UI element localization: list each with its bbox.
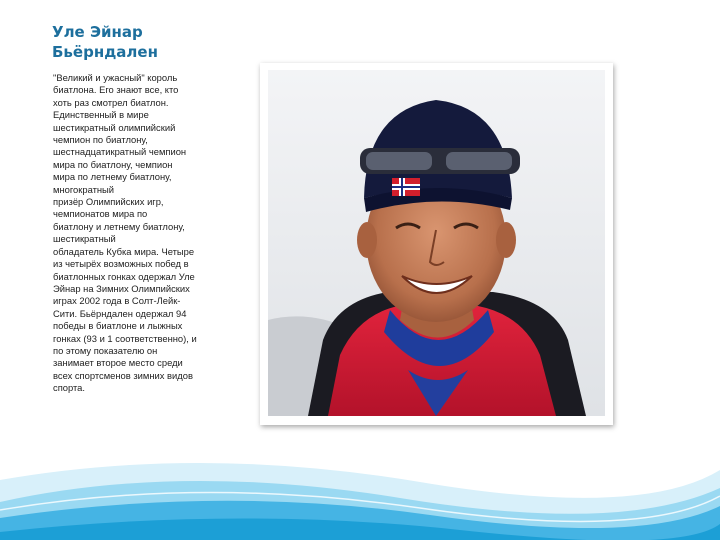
text-line: спорта.: [53, 382, 85, 394]
text-line: обладатель Кубка мира. Четыре: [53, 245, 195, 257]
text-line: Сити. Бьёрндален одержал 94: [53, 307, 187, 319]
text-line: хоть раз смотрел биатлон.: [53, 96, 169, 108]
text-line: биатлона. Его знают все, кто: [53, 84, 179, 96]
biography-text: [53, 72, 228, 395]
text-line: шестнадцатикратный чемпион: [53, 146, 187, 158]
text-line: гонках (93 и 1 соответственно), и: [53, 332, 197, 344]
text-line: биатлону и летнему биатлону,: [53, 220, 185, 232]
text-line: из четырёх возможных побед в: [53, 258, 189, 270]
text-line: призёр Олимпийских игр,: [53, 196, 164, 208]
text-line: биатлонных гонках одержал Уле: [53, 270, 195, 282]
photo-ear-left: [357, 222, 377, 258]
text-line: мира по биатлону, чемпион: [53, 158, 173, 170]
title-line-2: Бьёрндален: [52, 43, 158, 61]
portrait-photo: [268, 70, 605, 416]
text-line: Единственный в мире: [53, 109, 149, 121]
text-line: "Великий и ужасный" король: [53, 72, 178, 83]
text-line: по этому показателю он: [53, 344, 158, 356]
photo-ear-right: [496, 222, 516, 258]
text-line: победы в биатлоне и лыжных: [53, 320, 183, 332]
text-line: занимает второе место среди: [53, 357, 183, 369]
slide-title: [52, 22, 252, 62]
text-line: шестикратный олимпийский: [53, 121, 176, 133]
portrait-photo-frame: [260, 63, 613, 425]
text-line: мира по летнему биатлону,: [53, 171, 172, 183]
title-line-1: Уле Эйнар: [52, 23, 143, 41]
text-line: шестикратный: [53, 233, 116, 245]
text-line: многократный: [53, 183, 115, 195]
text-line: чемпионатов мира по: [53, 208, 148, 220]
text-line: чемпион по биатлону,: [53, 134, 148, 146]
decorative-wave: [0, 440, 720, 540]
text-line: Эйнар на Зимних Олимпийских: [53, 282, 190, 294]
text-line: играх 2002 года в Солт-Лейк-: [53, 295, 181, 307]
text-line: всех спортсменов зимних видов: [53, 369, 193, 381]
